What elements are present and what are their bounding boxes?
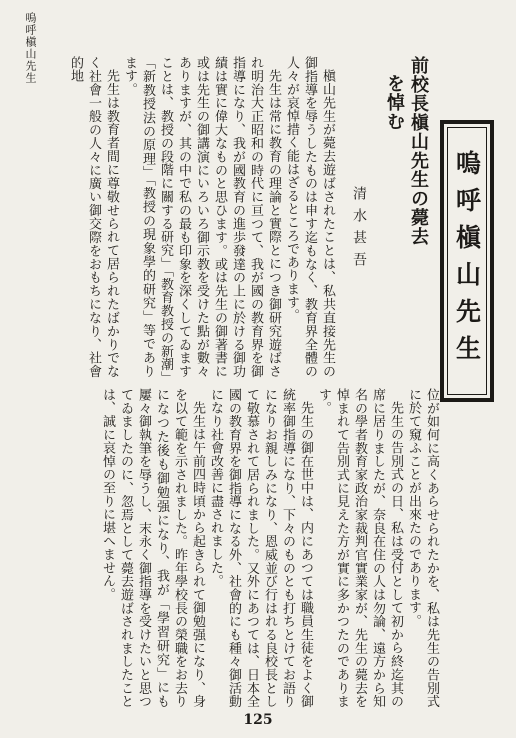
- article-title: 前校長槇山先生の薨去: [408, 56, 429, 246]
- running-head: 嗚呼槇山先生: [24, 12, 37, 84]
- upper-text-block: [50, 56, 430, 378]
- title-box: [440, 120, 494, 402]
- article-title-continued: を悼む: [384, 74, 405, 131]
- paragraph: 槇山先生が薨去遊ばされたことは、私共直接先生の御指導を辱うしたものは申す迄もなく、教育界全體の人々が哀悼措く能はざるところであります。: [284, 56, 335, 378]
- paragraph: 先生は常に教育の理論と實際とにつき御研究遊ばされ明治大正昭和の時代に亘つて、我が國の教育界を御指導になり、我が國教育の進歩發達の上に於ける御功績は實に偉大なものと思ひます。或は先生の御著書に或は先生の御講演にいろいろ御示教を受けた點が數々ありますが、其の中で私の最も印象を深くしてゐますことは、教授の段階に關する研究」「教育教授の新潮」「新教授法の原理」「教授の現象學的研究」等であります。: [122, 56, 281, 378]
- author-name: 清水甚吾: [351, 186, 367, 274]
- page-number: 125: [243, 712, 273, 728]
- spacer: [368, 56, 382, 378]
- paragraph: 位が如何に高くあらせられたかを、私は先生の告別式に於て窺ふことが出來たのであります。: [406, 388, 439, 708]
- title-box-frame: [447, 127, 487, 395]
- page-title: 嗚呼槇山先生: [452, 150, 482, 372]
- paragraph: 先生の御在世中は、内にあつては職員生徒をよく御統率御指導になり、下々のものとも打ちとけてお語りになりお親しみになり、恩威並び行はれる良校長として敬慕されて居られました。又外にあつては、日本全國の教育界を御指導になる外、社會的にも種々御活動になり社會改善に盡されました。: [208, 388, 313, 708]
- paragraph: 先生は午前四時頃から起きられて御勉强になり、身を以て範を示されました。昨年學校長の榮職をお去りになつた後も御勉强になり、我が「學習研究」にも屢々御執筆を辱うし、末永く御指導を受けたいと思つてゐましたのに、忽焉として薨去遊ばされましたことは、誠に哀悼の至りに堪へません。: [100, 388, 205, 708]
- paragraph: 先生は教育者間に尊敬せられて居られたばかりでなく社會一般の人々に廣い御交際をおもちになり、社會的地: [68, 56, 119, 378]
- lower-text-block: [50, 388, 440, 708]
- paragraph: 先生の告別式の日、私は受付として初から終迄其の席に居りましたが、奈良在住の人は勿論、遠方から知名の學者教育家政治家裁判官實業家が、先生の薨去を悼まれて告別式に見えた方が實に多かつたのであります。: [316, 388, 403, 708]
- spacer: [336, 56, 350, 378]
